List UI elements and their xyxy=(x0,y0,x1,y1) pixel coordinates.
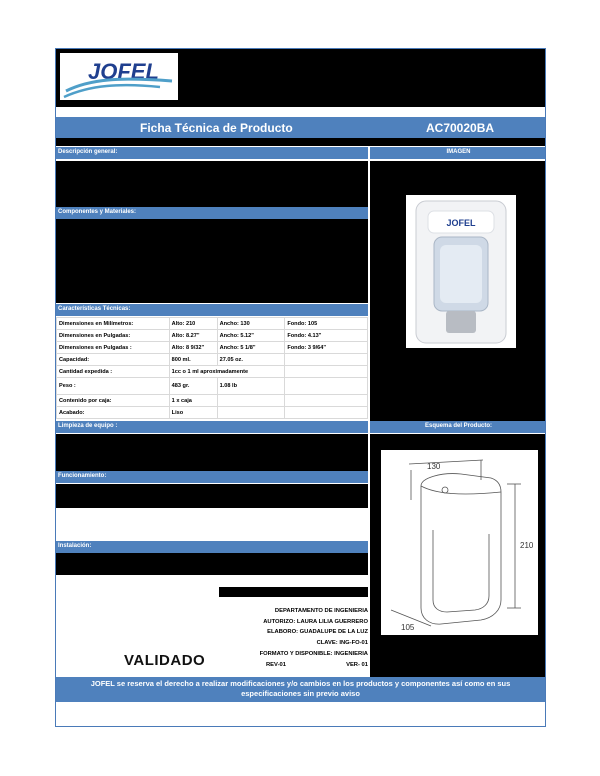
product-diagram xyxy=(381,450,538,635)
dim-height: 210 xyxy=(520,541,534,550)
instalacion-content xyxy=(56,553,368,575)
spec-label: Contenido por caja: xyxy=(57,395,170,407)
section-limpieza: Limpieza de equipo : xyxy=(56,421,368,433)
spec-label: Peso : xyxy=(57,378,170,395)
spec-value: Ancho: 5 1/8" xyxy=(217,342,285,354)
sig-line: DEPARTAMENTO DE INGENIERIA xyxy=(274,608,368,614)
title-underline xyxy=(56,138,545,146)
section-imagen: IMAGEN xyxy=(370,147,545,159)
section-esquema: Esquema del Producto: xyxy=(370,421,545,433)
spec-value: Liso xyxy=(169,407,217,419)
spec-label: Acabado: xyxy=(57,407,170,419)
section-funcionamiento: Funcionamiento: xyxy=(56,471,368,483)
footer-bar xyxy=(56,677,545,702)
ver-label: VER- 01 xyxy=(346,661,368,668)
spec-value: 1 x caja xyxy=(169,395,217,407)
product-photo xyxy=(406,195,516,348)
spec-row xyxy=(57,330,368,342)
spec-value: Alto: 8.27" xyxy=(169,330,217,342)
descripcion-content xyxy=(56,161,368,207)
dim-depth: 105 xyxy=(401,623,415,632)
spec-row xyxy=(57,407,368,419)
spec-value xyxy=(285,378,368,395)
page-title: Ficha Técnica de Producto xyxy=(140,121,293,135)
spec-row xyxy=(57,366,368,378)
spec-row xyxy=(57,318,368,330)
spec-value: Alto: 210 xyxy=(169,318,217,330)
product-code: AC70020BA xyxy=(426,121,495,135)
spec-row xyxy=(57,378,368,395)
spec-value: 483 gr. xyxy=(169,378,217,395)
spec-value xyxy=(285,366,368,378)
diagram-drawing xyxy=(381,450,538,635)
validado-stamp: VALIDADO xyxy=(124,652,206,669)
sig-line: AUTORIZO: LAURA LILIA GUERRERO xyxy=(263,618,368,625)
spec-row xyxy=(57,354,368,366)
spec-label: Dimensiones en Pulgadas : xyxy=(57,342,170,354)
sig-line: FORMATO Y DISPONIBLE: INGENIERIA xyxy=(259,650,368,657)
dispenser-image xyxy=(406,195,516,348)
spec-value: Alto: 8 9/32" xyxy=(169,342,217,354)
spec-value: 27.05 oz. xyxy=(217,354,285,366)
section-descripcion: Descripción general: xyxy=(56,147,368,159)
logo-wordmark: JOFEL xyxy=(88,59,159,84)
section-instalacion: Instalación: xyxy=(56,541,368,553)
dim-width: 130 xyxy=(427,462,441,471)
funcionamiento-content xyxy=(56,484,368,508)
componentes-content xyxy=(56,219,368,303)
spec-value: Ancho: 130 xyxy=(217,318,285,330)
jofel-logo xyxy=(60,53,178,100)
spec-value xyxy=(285,395,368,407)
rev-label: REV-01 xyxy=(266,661,286,668)
spec-value xyxy=(217,395,285,407)
signature-block xyxy=(190,606,368,670)
sig-line: ELABORO: GUADALUPE DE LA LUZ xyxy=(267,629,368,636)
footer-disclaimer: JOFEL se reserva el derecho a realizar modificaciones y/o cambios en los productos y componentes así como en sus especificaciones sin previo aviso xyxy=(90,679,511,698)
spec-label: Dimensiones en Milímetros: xyxy=(57,318,170,330)
spec-label: Capacidad: xyxy=(57,354,170,366)
instalacion-bar xyxy=(219,587,368,597)
section-componentes: Componentes y Materiales: xyxy=(56,207,368,219)
sig-line: CLAVE: ING-FO-01 xyxy=(316,640,368,647)
dispenser-brand: JOFEL xyxy=(446,218,476,228)
spec-value: Fondo: 3 9/64" xyxy=(285,342,368,354)
spec-value: Fondo: 105 xyxy=(285,318,368,330)
spec-value: 1cc o 1 ml aproximadamente xyxy=(169,366,285,378)
spec-value xyxy=(285,407,368,419)
spec-value: 800 ml. xyxy=(169,354,217,366)
section-caracteristicas: Características Técnicas: xyxy=(56,304,368,316)
specs-table xyxy=(56,317,368,419)
spec-label: Dimensiones en Pulgadas: xyxy=(57,330,170,342)
rev-ver-line xyxy=(190,660,368,671)
spec-value: 1.08 lb xyxy=(217,378,285,395)
spec-value xyxy=(217,407,285,419)
spec-row xyxy=(57,342,368,354)
spec-row xyxy=(57,395,368,407)
limpieza-content xyxy=(56,434,368,471)
title-bar xyxy=(56,117,545,138)
jofel-logo-graphic xyxy=(60,53,178,100)
spec-label: Cantidad expedida : xyxy=(57,366,170,378)
spec-value: Fondo: 4.13" xyxy=(285,330,368,342)
spec-value xyxy=(285,354,368,366)
spec-value: Ancho: 5.12" xyxy=(217,330,285,342)
